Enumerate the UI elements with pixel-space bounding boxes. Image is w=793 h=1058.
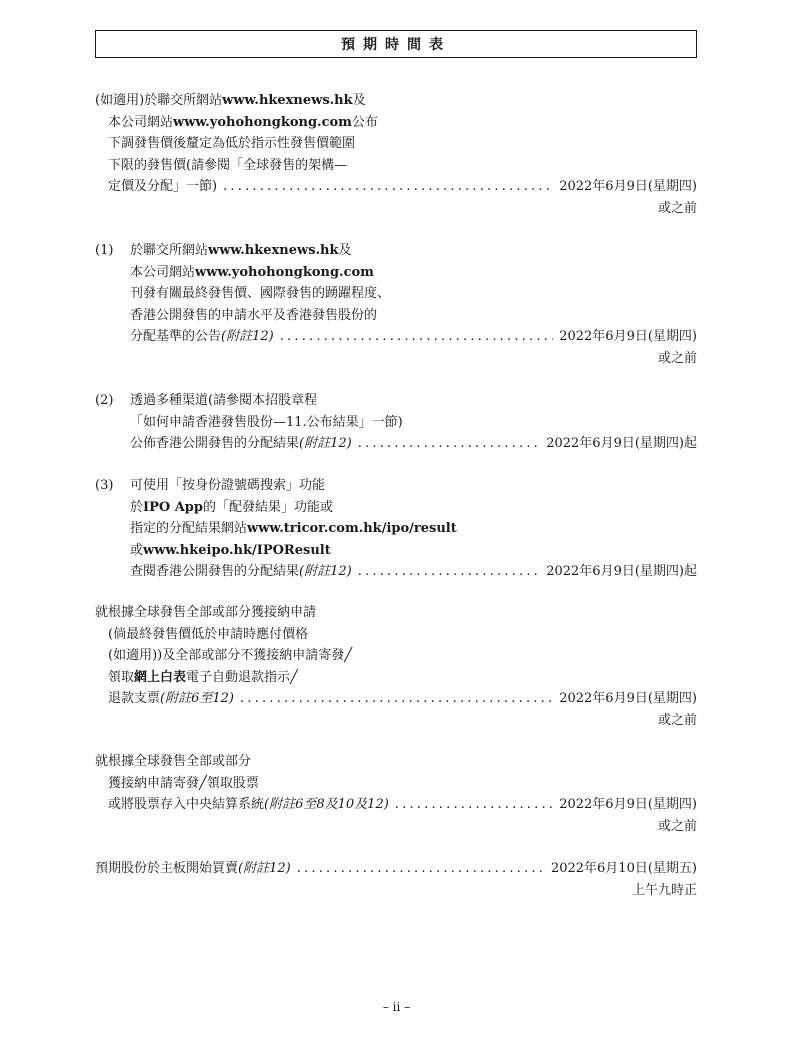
entry-line: (如適用)於聯交所網站 www.hkexnews.hk 及: [95, 90, 697, 112]
timetable-entry-share-certificates: [95, 751, 697, 837]
timetable-entry-dealings: [95, 858, 697, 901]
website-link[interactable]: www.hkeipo.hk/IPOResult: [143, 542, 331, 558]
entry-line-dated: 分配基準的公告 (附註12) ..... 2022年6月9日(星期四): [95, 326, 697, 348]
entry-line: 刊發有關最終發售價、國際發售的踴躍程度、: [130, 286, 391, 302]
website-link[interactable]: www.yohohongkong.com: [195, 264, 374, 280]
entry-date-suffix: 上午九時正: [631, 882, 697, 898]
timetable-entry-price-reduction: [95, 90, 697, 220]
timetable-entry-refund: [95, 602, 697, 732]
note-reference: (附註12): [299, 564, 352, 580]
item-number: (3): [95, 478, 114, 493]
app-name: IPO App: [143, 499, 203, 515]
entry-date: 2022年6月9日(星期四): [559, 691, 697, 707]
dot-leader: [280, 326, 554, 348]
white-form-label: 網上白表: [134, 669, 187, 685]
note-reference: (附註12): [299, 436, 352, 452]
entry-line-dated: 定價及分配」一節) ..... 2022年6月9日(星期四): [95, 176, 697, 198]
page-number: – ii –: [382, 1000, 411, 1014]
entry-line: (如適用))及全部或部分不獲接納申請寄發╱: [108, 648, 353, 664]
entry-date-suffix: 或之前: [657, 818, 697, 834]
item-number: (2): [95, 393, 114, 408]
entry-date-suffix: 或之前: [657, 712, 697, 728]
entry-line: 透過多種渠道(請參閱本招股章程: [130, 393, 318, 408]
dot-leader: [358, 561, 541, 583]
website-link[interactable]: www.yohohongkong.com: [173, 114, 352, 130]
entry-line: 香港公開發售的申請水平及香港發售股份的: [130, 307, 378, 323]
entry-line: 領取 網上白表 電子自動退款指示╱: [95, 667, 697, 689]
website-link[interactable]: www.tricor.com.hk/ipo/result: [247, 521, 457, 537]
note-reference: (附註6至8及10及12): [264, 797, 389, 813]
entry-line: 本公司網站 www.yohohongkong.com: [95, 262, 697, 284]
entry-date: 2022年6月9日(星期四)起: [546, 436, 697, 452]
dot-leader: [395, 794, 553, 816]
dot-leader: [358, 433, 541, 455]
entry-date: 2022年6月9日(星期四): [559, 797, 697, 813]
entry-line: 「如何申請香港發售股份—11.公布結果」一節): [130, 414, 403, 430]
entry-line: 指定的分配結果網站 www.tricor.com.hk/ipo/result: [95, 518, 697, 540]
entry-line-dated: 或將股票存入中央結算系統 (附註6至8及10及12) ..... 2022年6月9日(星期四): [95, 794, 697, 816]
entry-line-dated: 預期股份於主板開始買賣 (附註12) ..... 2022年6月10日(星期五): [95, 858, 697, 880]
entry-date: 2022年6月9日(星期四): [559, 179, 697, 195]
entry-line: 於聯交所網站 www.hkexnews.hk 及: [95, 240, 697, 262]
entry-line-dated: 退款支票 (附註6至12) ..... 2022年6月9日(星期四): [95, 688, 697, 710]
entry-line-dated: 查閱香港公開發售的分配結果 (附註12) ..... 2022年6月9日(星期四)起: [95, 561, 697, 583]
entry-date: 2022年6月9日(星期四): [559, 329, 697, 345]
dot-leader: [297, 858, 545, 880]
entry-line-dated: 公佈香港公開發售的分配結果 (附註12) ..... 2022年6月9日(星期四)起: [95, 433, 697, 455]
website-link[interactable]: www.hkexnews.hk: [208, 243, 339, 258]
entry-date-suffix: 或之前: [657, 350, 697, 366]
dot-leader: [240, 688, 553, 710]
entry-line: 下調發售價後釐定為低於指示性發售價範圍: [108, 136, 356, 152]
entry-date-suffix: 或之前: [657, 200, 697, 216]
timetable-entry-allocation-channels: [95, 390, 697, 455]
entry-line: 本公司網站 www.yohohongkong.com 公布: [95, 112, 697, 134]
entry-line: 下限的發售價(請參閱「全球發售的架構—: [108, 157, 348, 173]
entry-line: 就根據全球發售全部或部分: [95, 754, 252, 769]
website-link[interactable]: www.hkexnews.hk: [222, 93, 353, 108]
timetable-entry-id-search: [95, 475, 697, 583]
entry-line: 獲接納申請寄發╱領取股票: [108, 775, 259, 791]
note-reference: (附註12): [221, 329, 274, 345]
entry-line: 就根據全球發售全部或部分獲接納申請: [95, 605, 317, 620]
entry-line: 可使用「按身份證號碼搜索」功能: [130, 478, 326, 493]
entry-line: 或 www.hkeipo.hk/IPOResult: [95, 540, 697, 562]
note-reference: (附註6至12): [160, 691, 234, 707]
dot-leader: [223, 176, 553, 198]
entry-line: 於 IPO App 的「配發結果」功能或: [95, 497, 697, 519]
entry-line: (倘最終發售價低於申請時應付價格: [108, 626, 309, 642]
page-title: 預期時間表: [95, 30, 697, 58]
note-reference: (附註12): [238, 861, 291, 876]
entry-date: 2022年6月9日(星期四)起: [546, 564, 697, 580]
entry-date: 2022年6月10日(星期五): [550, 861, 697, 876]
timetable-entry-announcement: [95, 240, 697, 370]
item-number: (1): [95, 243, 114, 258]
